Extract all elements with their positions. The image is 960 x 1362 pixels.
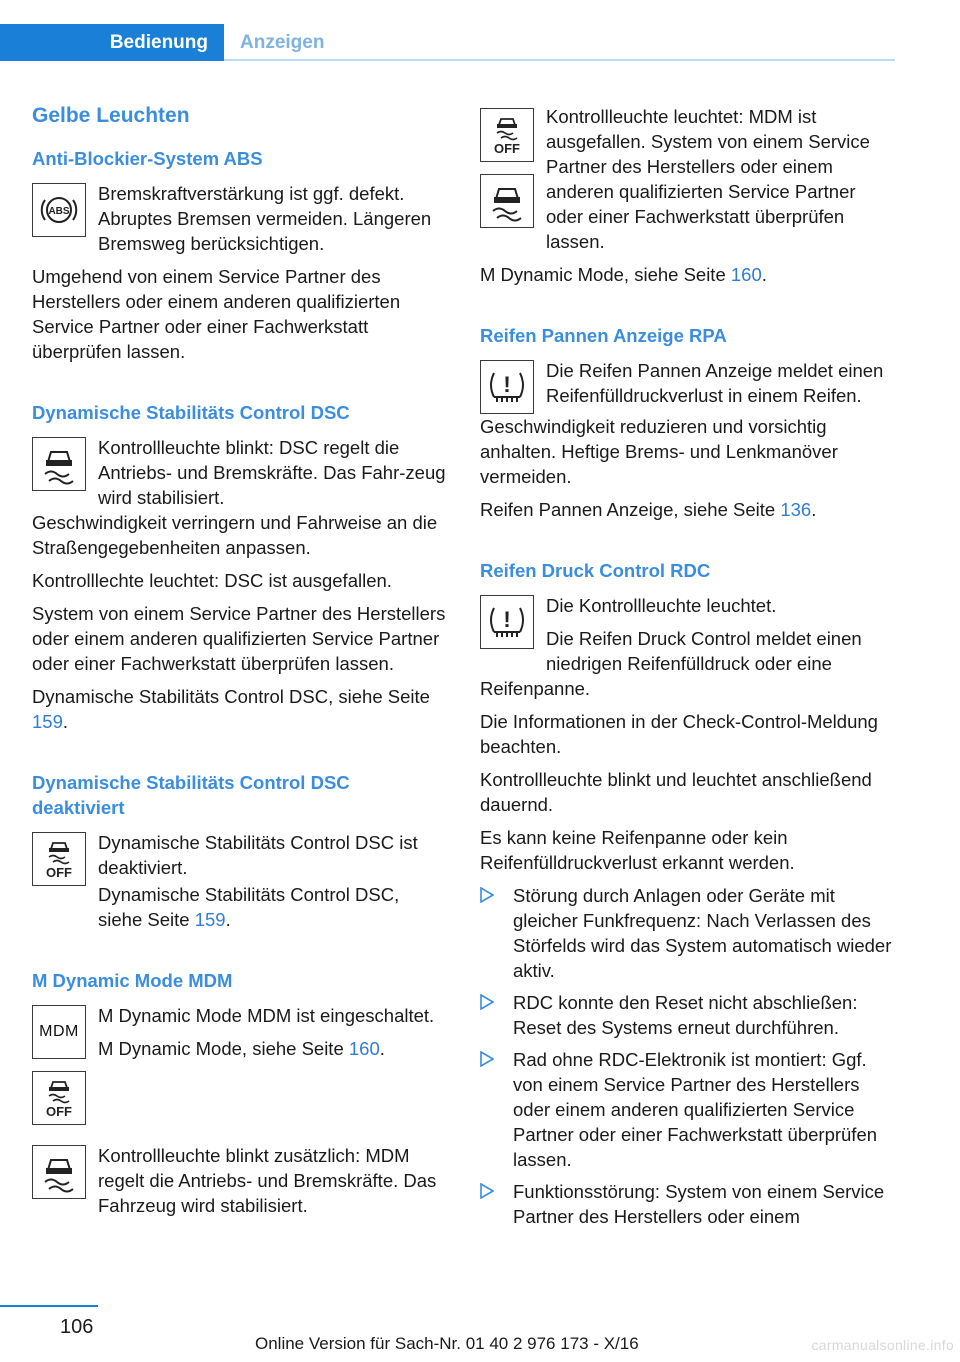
mdm-fail-off-icon: [480, 108, 534, 162]
rpa-block: [480, 358, 895, 414]
dsc-service: System von einem Service Partner des Herstellers oder einem anderen qualifizierten Service Partner oder einer Fachwerkstatt überprüfen lassen.: [32, 603, 446, 674]
rdc-p3: Es kann keine Reifenpanne oder kein Reifenfülldruckverlust erkannt werden.: [480, 827, 795, 873]
mdm-block: [32, 1003, 447, 1061]
rdc-bullet-list: [480, 883, 895, 1229]
bullet-triangle-icon: [480, 1051, 494, 1067]
dsc-heading: Dynamische Stabilitäts Control DSC: [32, 402, 350, 423]
mdm-page-link[interactable]: 160: [348, 1038, 380, 1059]
dsc-reference: Dynamische Stabilitäts Control DSC, siehe Seite 159.: [32, 686, 430, 732]
svg-text:OFF: OFF: [46, 1104, 72, 1119]
bullet-triangle-icon: [480, 887, 494, 903]
mdm-blink-text: Kontrollleuchte blinkt zusätzlich: MDM regelt die Antriebs- und Bremskräfte. Das Fahrzeug wird stabilisiert.: [98, 1145, 437, 1216]
mdm-text: M Dynamic Mode MDM ist eingeschaltet.: [98, 1005, 435, 1026]
dsc-off-reference: Dynamische Stabilitäts Control DSC, siehe Seite 159.: [98, 884, 400, 930]
mdm-heading: M Dynamic Mode MDM: [32, 970, 233, 991]
mdm-icon: MDM: [32, 1005, 86, 1059]
abs-warning-icon: [32, 183, 86, 237]
mdm-fail-block: [480, 104, 895, 254]
tab-anzeigen[interactable]: Anzeigen: [240, 31, 325, 53]
online-version-note: Online Version für Sach-Nr. 01 40 2 976 173 - X/16: [255, 1334, 639, 1353]
tire-pressure-icon: [480, 595, 534, 649]
section-title: Gelbe Leuchten: [32, 104, 190, 127]
rdc-p1: Die Informationen in der Check-Control-Meldung beachten.: [480, 711, 878, 757]
right-column: [480, 104, 895, 1236]
mdm-fail-car-skid-icon: [480, 174, 534, 228]
watermark: carmanualsonline.info: [811, 1337, 954, 1353]
abs-heading: Anti-Blockier-System ABS: [32, 148, 263, 169]
rdc-line2-first: Die Reifen Druck Control meldet einen niedrigen Reifenfülldruck oder eine: [546, 628, 862, 674]
dsc-page-link[interactable]: 159: [32, 711, 63, 732]
rpa-paragraph: Geschwindigkeit reduzieren und vorsichtig anhalten. Heftige Brems- und Lenkmanöver vermeiden.: [480, 416, 838, 487]
dsc-off-page-link[interactable]: 159: [194, 909, 226, 930]
rpa-heading: Reifen Pannen Anzeige RPA: [480, 325, 727, 346]
mdm-off-icon: [32, 1071, 86, 1125]
svg-text:ABS: ABS: [48, 206, 70, 217]
mdm-fail-page-link[interactable]: 160: [730, 264, 762, 285]
dsc-off-text: Dynamische Stabilitäts Control DSC ist deaktiviert.: [98, 832, 418, 878]
rdc-block: [480, 593, 895, 676]
dsc-text-rest: Geschwindigkeit verringern und Fahrweise an die Straßengegebenheiten anpassen.: [32, 512, 438, 558]
dsc-off-block: [32, 830, 447, 886]
svg-text:!: !: [503, 607, 511, 632]
dsc-off-heading: Dynamische Stabilitäts Control DSC deaktiviert: [32, 772, 350, 818]
abs-paragraph: Umgehend von einem Service Partner des Herstellers oder einem anderen qualifizierten Service Partner oder einer Fachwerkstatt überprüfen lassen.: [32, 266, 401, 362]
dsc-car-skid-icon: [32, 437, 86, 491]
tire-warning-icon: [480, 360, 534, 414]
dsc-block: [32, 435, 447, 510]
tab-bedienung[interactable]: Bedienung: [0, 24, 224, 61]
list-item: RDC konnte den Reset nicht abschließen: Reset des Systems erneut durchführen.: [480, 990, 895, 1040]
svg-text:OFF: OFF: [494, 141, 520, 156]
bullet-triangle-icon: [480, 1183, 494, 1199]
list-item: Rad ohne RDC-Elektronik ist montiert: Ggf. von einem Service Partner des Herstellers oder einem anderen qualifizierten Service Partner oder einer Fachwerkstatt überprüfen lassen.: [480, 1047, 895, 1172]
rpa-page-link[interactable]: 136: [780, 499, 812, 520]
dsc-status: Kontrolllechte leuchtet: DSC ist ausgefallen.: [32, 570, 392, 591]
dsc-off-icon: [32, 832, 86, 886]
header-tabs: [0, 24, 895, 61]
footer-rule: [0, 1305, 98, 1307]
mdm-car-skid-icon: [32, 1145, 86, 1199]
mdm-off-block: [32, 1069, 447, 1143]
rdc-p2: Kontrollleuchte blinkt und leuchtet anschließend dauernd.: [480, 769, 872, 815]
rpa-reference: Reifen Pannen Anzeige, siehe Seite 136.: [480, 499, 817, 520]
left-column: [32, 100, 447, 1226]
mdm-reference: M Dynamic Mode, siehe Seite 160.: [98, 1038, 385, 1059]
header-rule: [224, 59, 895, 61]
dsc-text-first: Kontrollleuchte blinkt: DSC regelt die Antriebs- und Bremskräfte. Das Fahr-zeug wird stabilisiert.: [98, 437, 446, 508]
bullet-triangle-icon: [480, 994, 494, 1010]
svg-text:!: !: [503, 372, 511, 397]
rdc-heading: Reifen Druck Control RDC: [480, 560, 711, 581]
mdm-fail-text: Kontrollleuchte leuchtet: MDM ist ausgefallen. System von einem Service Partner des Herstellers oder einem anderen qualifizierten Service Partner oder einer Fachwerkstatt überprüfen lassen.: [546, 106, 870, 252]
rdc-line1: Die Kontrollleuchte leuchtet.: [546, 595, 777, 616]
list-item: Störung durch Anlagen oder Geräte mit gleicher Funkfrequenz: Nach Verlassen des Störfelds wird das System automatisch wieder aktiv.: [480, 883, 895, 983]
mdm-blink-block: [32, 1143, 447, 1218]
svg-text:OFF: OFF: [46, 865, 72, 880]
list-item: Funktionsstörung: System von einem Service Partner des Herstellers oder einem: [480, 1179, 895, 1229]
page-number: 106: [60, 1316, 94, 1338]
abs-block: [32, 181, 447, 256]
rdc-line2-rest: Reifenpanne.: [480, 678, 591, 699]
abs-text: Bremskraftverstärkung ist ggf. defekt. Abruptes Bremsen vermeiden. Längeren Bremsweg berücksichtigen.: [98, 183, 432, 254]
rpa-text: Die Reifen Pannen Anzeige meldet einen Reifenfülldruckverlust in einem Reifen.: [546, 360, 884, 406]
mdm-fail-reference: M Dynamic Mode, siehe Seite 160.: [480, 264, 767, 285]
